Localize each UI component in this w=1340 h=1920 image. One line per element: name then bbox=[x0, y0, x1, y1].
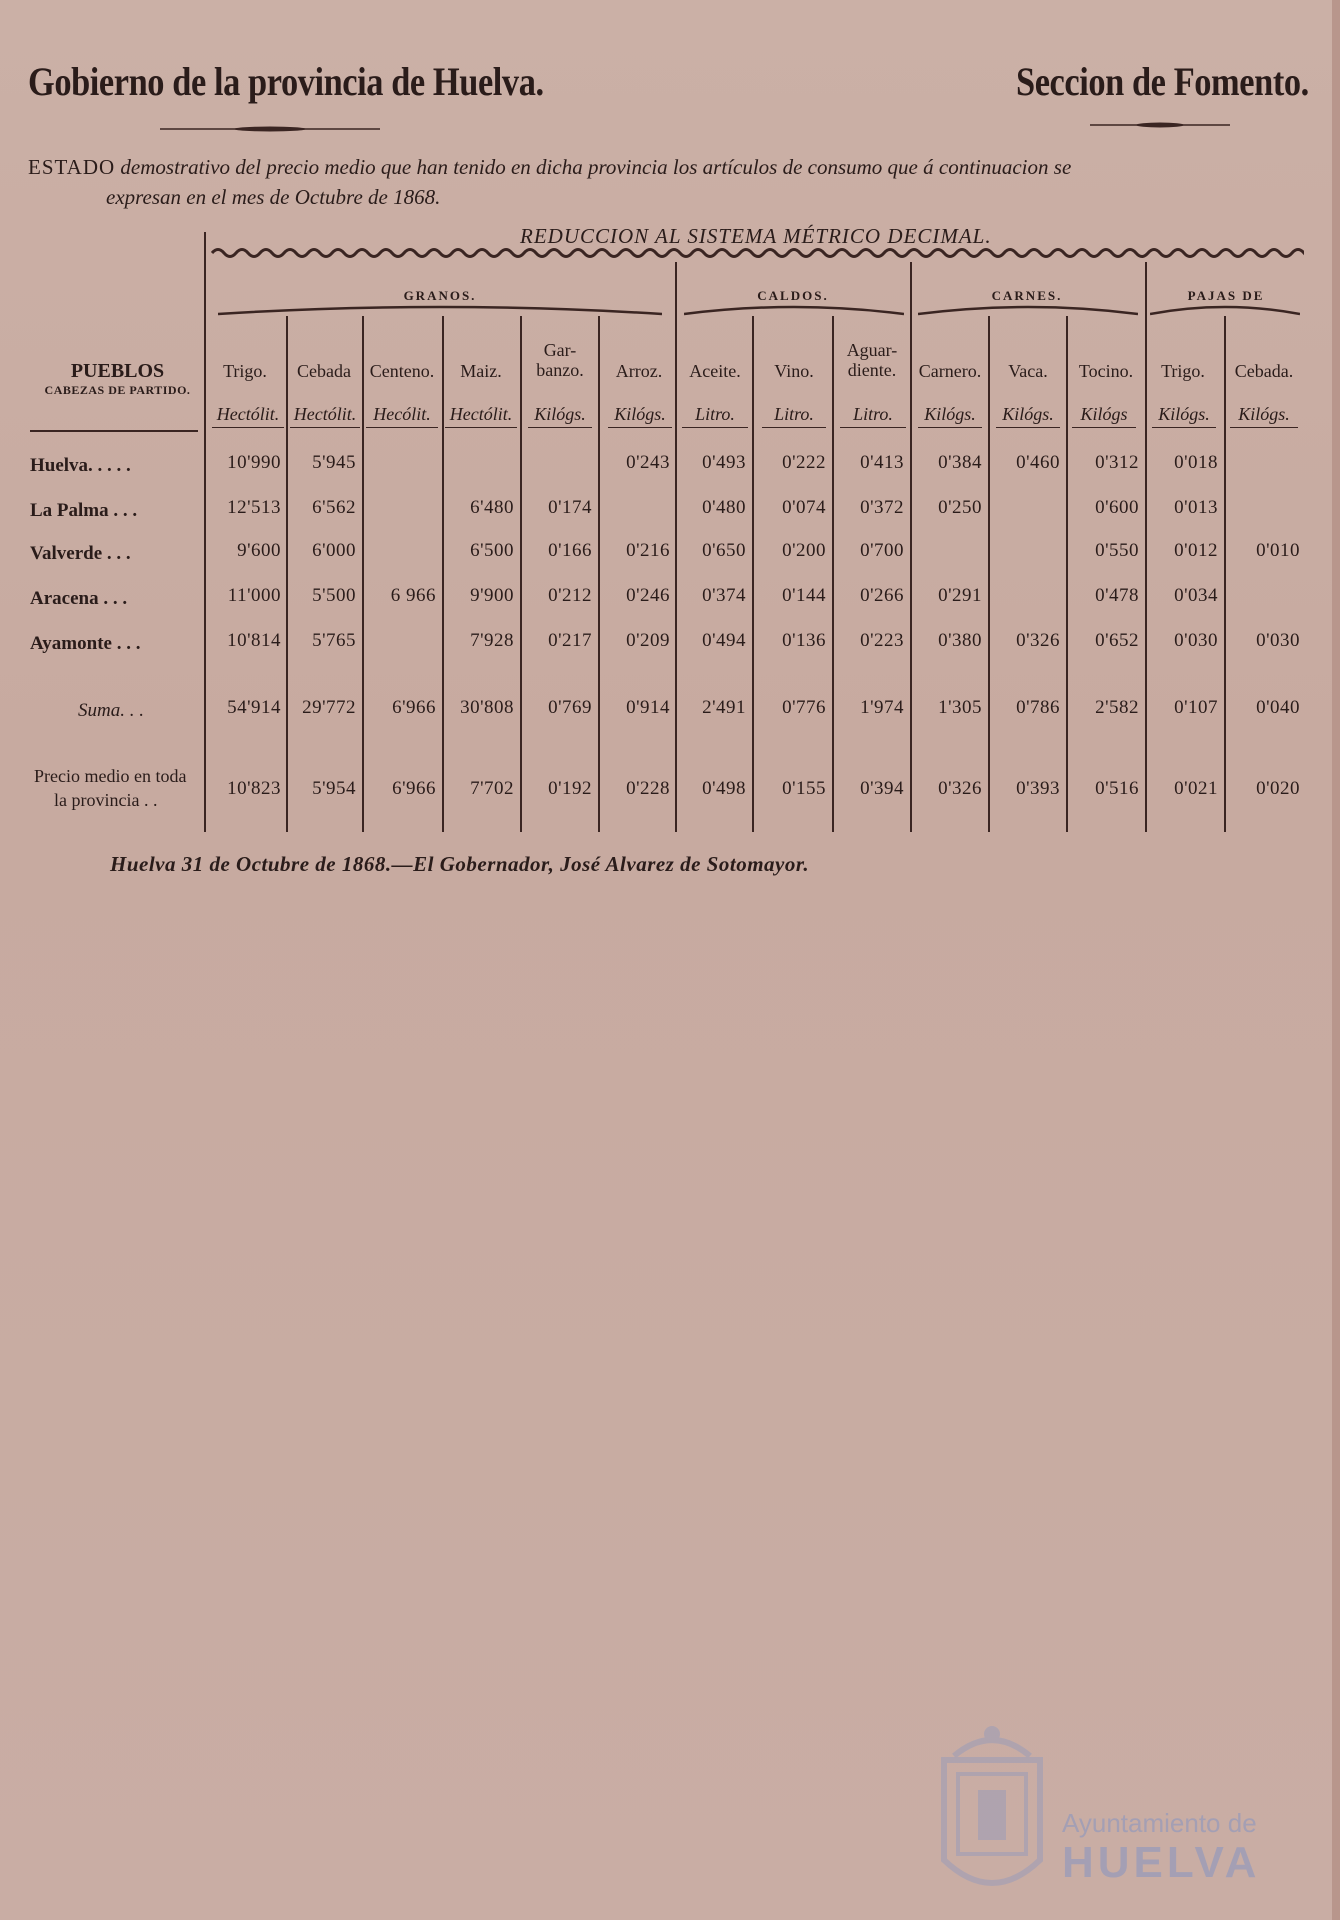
data-row-cell: 0'136 bbox=[782, 630, 826, 651]
data-row-cell: 0'460 bbox=[1016, 452, 1060, 473]
title-line2: expresan en el mes de Octubre de 1868. bbox=[106, 185, 441, 209]
footer-signature: Huelva 31 de Octubre de 1868.—El Gobernador, José Alvarez de Sotomayor. bbox=[110, 852, 810, 876]
data-row-cell: 0'652 bbox=[1095, 630, 1139, 651]
data-row-cell: 10'814 bbox=[227, 630, 281, 651]
unit-centeno: Hecólit. bbox=[366, 404, 438, 428]
suma-row-cell: 30'808 bbox=[460, 697, 514, 718]
data-row-cell: 0'018 bbox=[1174, 452, 1218, 473]
suma-row-cell: 54'914 bbox=[227, 697, 281, 718]
data-row-cell: 9'900 bbox=[470, 585, 514, 606]
header-left-title: Gobierno de la provincia de Huelva. bbox=[28, 59, 544, 104]
data-row-cell: 0'550 bbox=[1095, 540, 1139, 561]
medio-row-cell: 0'498 bbox=[702, 778, 746, 799]
col-head-cebada: Cebada bbox=[297, 361, 351, 381]
col-head-trigo: Trigo. bbox=[223, 361, 267, 381]
medio-row-cell: 0'021 bbox=[1174, 778, 1218, 799]
col-head-paja-cebada: Cebada. bbox=[1234, 361, 1294, 381]
unit-paja-cebada: Kilógs. bbox=[1230, 404, 1298, 428]
col-head-aceite: Aceite. bbox=[689, 361, 741, 381]
col-head-centeno: Centeno. bbox=[369, 361, 435, 381]
table-super-header: REDUCCION AL SISTEMA MÉTRICO DECIMAL. bbox=[520, 224, 992, 248]
data-row-cell: 0'600 bbox=[1095, 497, 1139, 518]
stub-border bbox=[204, 232, 206, 832]
group-carnes: CARNES. bbox=[991, 288, 1063, 303]
pueblos-rule bbox=[30, 430, 198, 432]
col-head-vino: Vino. bbox=[774, 361, 814, 381]
data-row-cell: 5'945 bbox=[312, 452, 356, 473]
title-line1: demostrativo del precio medio que han tenido en dicha provincia los artículos de consumo que á continuacion se bbox=[120, 155, 1072, 179]
data-row-cell: 6'500 bbox=[470, 540, 514, 561]
column-separator bbox=[442, 316, 444, 832]
ornament-wavy-rule bbox=[208, 246, 1304, 260]
page-edge bbox=[1332, 0, 1340, 1920]
row-label-suma: Suma. . . bbox=[78, 700, 144, 721]
unit-tocino: Kilógs bbox=[1072, 404, 1136, 428]
data-row-cell: 0'166 bbox=[548, 540, 592, 561]
unit-vino: Litro. bbox=[762, 404, 826, 428]
data-row-cell: 11'000 bbox=[227, 585, 281, 606]
column-separator bbox=[362, 316, 364, 832]
document-title bbox=[28, 152, 1318, 212]
data-row-cell: 0'384 bbox=[938, 452, 982, 473]
data-row-cell: 5'500 bbox=[312, 585, 356, 606]
data-row-cell: 0'034 bbox=[1174, 585, 1218, 606]
data-row-cell: 0'266 bbox=[860, 585, 904, 606]
medio-row-cell: 0'228 bbox=[626, 778, 670, 799]
data-row-cell: 6'480 bbox=[470, 497, 514, 518]
row-label-aracena: Aracena . . . bbox=[30, 588, 128, 609]
data-row-cell: 0'217 bbox=[548, 630, 592, 651]
coat-of-arms-watermark bbox=[924, 1720, 1060, 1910]
data-row-cell: 0'030 bbox=[1256, 630, 1300, 651]
data-row-cell: 6'562 bbox=[312, 497, 356, 518]
data-row-cell: 0'209 bbox=[626, 630, 670, 651]
row-label-la-palma: La Palma . . . bbox=[30, 500, 138, 521]
data-row-cell: 0'012 bbox=[1174, 540, 1218, 561]
col-head-tocino: Tocino. bbox=[1078, 361, 1134, 381]
data-row-cell: 0'380 bbox=[938, 630, 982, 651]
medio-row-cell: 0'394 bbox=[860, 778, 904, 799]
unit-maiz: Hectólit. bbox=[445, 404, 517, 428]
medio-row-cell: 0'393 bbox=[1016, 778, 1060, 799]
data-row-cell: 5'765 bbox=[312, 630, 356, 651]
row-label-valverde: Valverde . . . bbox=[30, 543, 131, 564]
column-separator bbox=[832, 316, 834, 832]
column-separator bbox=[520, 316, 522, 832]
data-row-cell: 6 966 bbox=[390, 585, 436, 606]
data-row-cell: 0'223 bbox=[860, 630, 904, 651]
data-row-cell: 0'030 bbox=[1174, 630, 1218, 651]
suma-row-cell: 6'966 bbox=[392, 697, 436, 718]
col-head-vaca: Vaca. bbox=[1008, 361, 1048, 381]
col-head-paja-trigo: Trigo. bbox=[1161, 361, 1205, 381]
data-row-cell: 9'600 bbox=[237, 540, 281, 561]
data-row-cell: 0'200 bbox=[782, 540, 826, 561]
data-row-cell: 0'013 bbox=[1174, 497, 1218, 518]
data-row-cell: 0'326 bbox=[1016, 630, 1060, 651]
unit-aceite: Litro. bbox=[682, 404, 748, 428]
data-row-cell: 0'493 bbox=[702, 452, 746, 473]
row-label-huelva: Huelva. . . . . bbox=[30, 455, 131, 476]
suma-row-cell: 2'582 bbox=[1095, 697, 1139, 718]
data-row-cell: 10'990 bbox=[227, 452, 281, 473]
suma-row-cell: 29'772 bbox=[302, 697, 356, 718]
suma-row-cell: 1'974 bbox=[860, 697, 904, 718]
unit-paja-trigo: Kilógs. bbox=[1152, 404, 1216, 428]
unit-garbanzo: Kilógs. bbox=[528, 404, 592, 428]
col-head-carnero: Carnero. bbox=[918, 361, 982, 381]
group-caldos: CALDOS. bbox=[757, 288, 829, 303]
col-head-arroz: Arroz. bbox=[615, 361, 663, 381]
medio-row-cell: 5'954 bbox=[312, 778, 356, 799]
data-row-cell: 0'291 bbox=[938, 585, 982, 606]
column-separator bbox=[286, 316, 288, 832]
watermark-line1: Ayuntamiento de bbox=[1062, 1808, 1257, 1838]
header-right-title: Seccion de Fomento. bbox=[1016, 59, 1309, 104]
col-head-maiz: Maiz. bbox=[460, 361, 502, 381]
data-row-cell: 6'000 bbox=[312, 540, 356, 561]
group-brace-granos bbox=[218, 302, 662, 318]
column-separator bbox=[1066, 316, 1068, 832]
data-row-cell: 0'650 bbox=[702, 540, 746, 561]
row-label-medio-2: la provincia . . bbox=[54, 790, 158, 810]
medio-row-cell: 0'516 bbox=[1095, 778, 1139, 799]
group-pajas: PAJAS DE bbox=[1187, 288, 1265, 303]
data-row-cell: 0'480 bbox=[702, 497, 746, 518]
data-row-cell: 12'513 bbox=[227, 497, 281, 518]
data-row-cell: 7'928 bbox=[470, 630, 514, 651]
pueblos-label: PUEBLOS bbox=[70, 360, 165, 382]
unit-carnero: Kilógs. bbox=[918, 404, 982, 428]
data-row-cell: 0'212 bbox=[548, 585, 592, 606]
data-row-cell: 0'374 bbox=[702, 585, 746, 606]
suma-row-cell: 0'769 bbox=[548, 697, 592, 718]
medio-row-cell: 10'823 bbox=[227, 778, 281, 799]
data-row-cell: 0'222 bbox=[782, 452, 826, 473]
data-row-cell: 0'494 bbox=[702, 630, 746, 651]
data-row-cell: 0'372 bbox=[860, 497, 904, 518]
data-row-cell: 0'478 bbox=[1095, 585, 1139, 606]
group-brace-caldos bbox=[684, 302, 904, 318]
data-row-cell: 0'312 bbox=[1095, 452, 1139, 473]
medio-row-cell: 0'155 bbox=[782, 778, 826, 799]
ornament-rule-right bbox=[1090, 120, 1230, 130]
unit-vaca: Kilógs. bbox=[996, 404, 1060, 428]
data-row-cell: 0'216 bbox=[626, 540, 670, 561]
group-granos: GRANOS. bbox=[403, 288, 477, 303]
unit-cebada: Hectólit. bbox=[290, 404, 360, 428]
unit-aguardiente: Litro. bbox=[840, 404, 906, 428]
data-row-cell: 0'174 bbox=[548, 497, 592, 518]
suma-row-cell: 0'107 bbox=[1174, 697, 1218, 718]
watermark-line2: HUELVA bbox=[1062, 1838, 1261, 1887]
medio-row-cell: 6'966 bbox=[392, 778, 436, 799]
suma-row-cell: 1'305 bbox=[938, 697, 982, 718]
data-row-cell: 0'246 bbox=[626, 585, 670, 606]
data-row-cell: 0'250 bbox=[938, 497, 982, 518]
suma-row-cell: 0'776 bbox=[782, 697, 826, 718]
row-label-ayamonte: Ayamonte . . . bbox=[30, 633, 141, 654]
medio-row-cell: 7'702 bbox=[470, 778, 514, 799]
column-separator bbox=[988, 316, 990, 832]
unit-arroz: Kilógs. bbox=[608, 404, 672, 428]
group-separator-2 bbox=[910, 262, 912, 832]
medio-row-cell: 0'326 bbox=[938, 778, 982, 799]
row-label-medio-1: Precio medio en toda bbox=[34, 766, 187, 786]
data-row-cell: 0'243 bbox=[626, 452, 670, 473]
unit-trigo: Hectólit. bbox=[212, 404, 284, 428]
title-lead: ESTADO bbox=[28, 155, 116, 179]
suma-row-cell: 0'914 bbox=[626, 697, 670, 718]
ornament-rule-left bbox=[160, 124, 380, 134]
suma-row-cell: 0'040 bbox=[1256, 697, 1300, 718]
medio-row-cell: 0'020 bbox=[1256, 778, 1300, 799]
group-brace-carnes bbox=[918, 302, 1138, 318]
data-row-cell: 0'700 bbox=[860, 540, 904, 561]
data-row-cell: 0'010 bbox=[1256, 540, 1300, 561]
column-separator bbox=[1224, 316, 1226, 832]
pueblos-header bbox=[40, 360, 195, 398]
column-separator bbox=[752, 316, 754, 832]
data-row-cell: 0'144 bbox=[782, 585, 826, 606]
suma-row-cell: 0'786 bbox=[1016, 697, 1060, 718]
data-row-cell: 0'413 bbox=[860, 452, 904, 473]
medio-row-cell: 0'192 bbox=[548, 778, 592, 799]
col-head-aguardiente: Aguar- diente. bbox=[846, 340, 898, 380]
suma-row-cell: 2'491 bbox=[702, 697, 746, 718]
data-row-cell: 0'074 bbox=[782, 497, 826, 518]
column-separator bbox=[598, 316, 600, 832]
col-head-garbanzo: Gar- banzo. bbox=[536, 340, 584, 380]
pueblos-sublabel: CABEZAS DE PARTIDO. bbox=[44, 383, 191, 397]
